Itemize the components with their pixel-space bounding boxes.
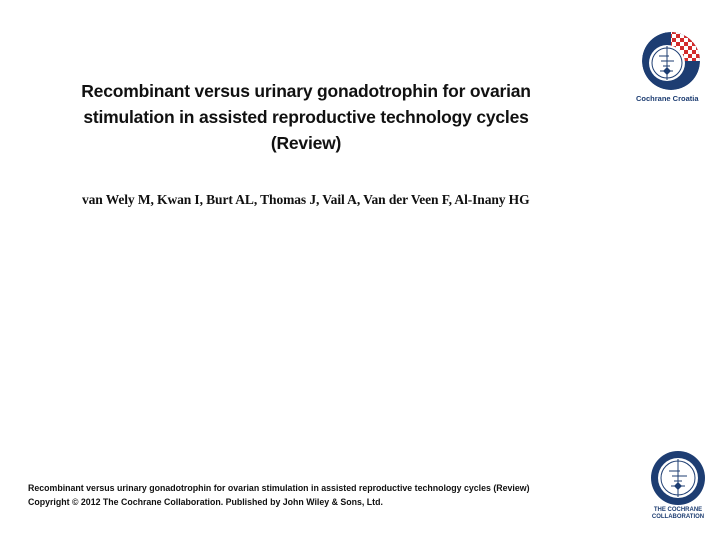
footer-title-line: Recombinant versus urinary gonadotrophin for ovarian stimulation in assisted reproductive technology cycles (Review) [28,483,530,493]
bottom-logo-caption-line-2: COLLABORATION [651,514,705,520]
footer-copyright-line: Copyright © 2012 The Cochrane Collaboration. Published by John Wiley & Sons, Ltd. [28,497,383,507]
top-logo-caption: Cochrane Croatia [636,94,699,103]
title-line-2: stimulation in assisted reproductive technology cycles [83,107,529,127]
title-line-3: (Review) [270,133,342,153]
cochrane-collaboration-emblem-icon [650,450,706,506]
authors-line: van Wely M, Kwan I, Burt AL, Thomas J, Vail A, Van der Veen F, Al-Inany HG [82,192,530,207]
bottom-logo-caption-line-1: THE COCHRANE [653,507,703,513]
footer-citation [28,481,530,509]
bottom-logo-caption [644,507,712,521]
cochrane-croatia-emblem-icon [640,30,702,92]
title-line-1: Recombinant versus urinary gonadotrophin for ovarian [81,81,531,101]
cochrane-collaboration-logo [644,450,712,521]
cochrane-croatia-logo [636,30,708,103]
document-title [40,78,572,156]
